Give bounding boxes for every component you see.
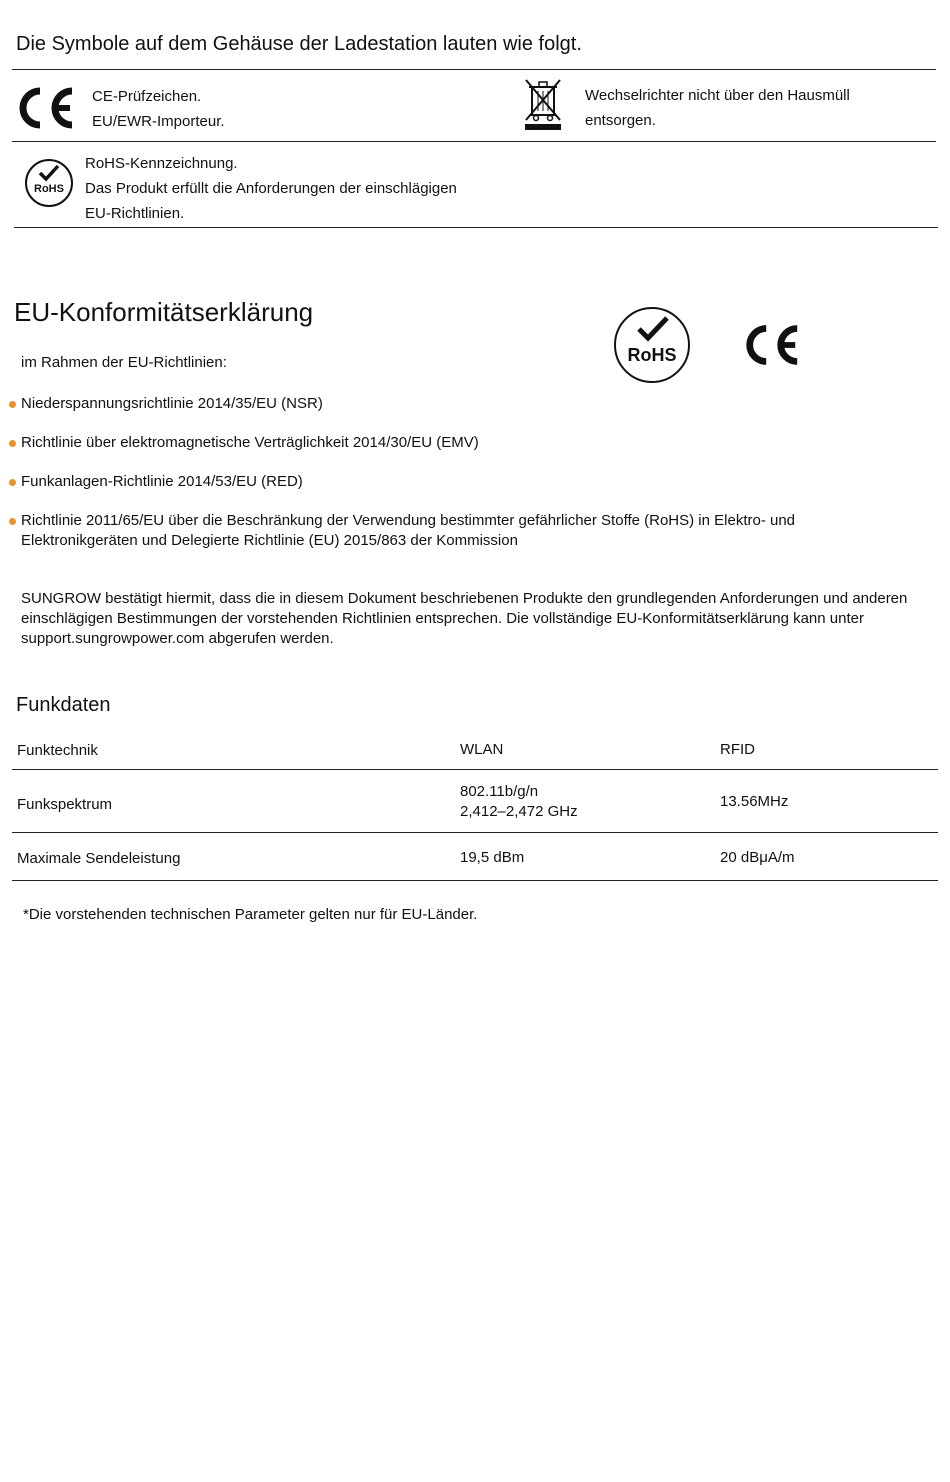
divider [12,69,936,70]
intro-heading: Die Symbole auf dem Gehäuse der Ladestation lauten wie folgt. [16,33,582,55]
conformity-subtitle: im Rahmen der EU-Richtlinien: [21,354,227,371]
table-divider [12,832,938,833]
footnote: *Die vorstehenden technischen Parameter gelten nur für EU-Länder. [23,906,478,923]
table-cell: Maximale Sendeleistung [17,850,181,867]
ce-mark-large-icon [741,323,803,372]
bullet-icon [9,401,16,408]
table-cell: 19,5 dBm [460,849,525,866]
table-cell: 20 dBμA/m [720,849,795,866]
rohs-description: RoHS-Kennzeichnung. Das Produkt erfüllt die Anforderungen der einschlägigen EU-Richtlinien. [85,155,457,222]
conformity-statement: SUNGROW bestätigt hiermit, dass die in diesem Dokument beschriebenen Produkte den grundlegenden Anforderungen und anderen einschlägigen Bestimmungen der vorstehenden Richtlinien entsprechen. Die vollständige EU-Konformitätserklärung kann unter support.sungrowpower.com abgerufen werden. [21,590,908,647]
rohs-logo-icon [25,159,73,207]
table-cell: 13.56MHz [720,793,789,810]
table-divider [12,880,938,881]
ce-description: CE-Prüfzeichen. EU/EWR-Importeur. [92,88,225,130]
table-divider [12,769,938,770]
ce-mark-icon [14,86,78,135]
conformity-title: EU-Konformitätserklärung [14,297,314,327]
table-cell: 802.11b/g/n 2,412–2,472 GHz [460,783,578,820]
table-header-cell: WLAN [460,741,504,758]
rohs-logo-text: RoHS [34,183,64,195]
bullet-icon [9,518,16,525]
table-cell: Funkspektrum [17,796,113,813]
table-header-cell: RFID [720,741,755,758]
rohs-logo-large-text: RoHS [627,345,677,365]
radio-data-title: Funkdaten [16,694,111,716]
weee-description: Wechselrichter nicht über den Hausmüll entsorgen. [585,87,850,129]
crossed-out-bin-icon [523,78,563,137]
divider [12,141,936,142]
rohs-logo-large-icon [614,307,690,383]
bullet-icon [9,440,16,447]
divider [14,227,938,228]
table-header-cell: Funktechnik [17,742,98,759]
bullet-icon [9,479,16,486]
